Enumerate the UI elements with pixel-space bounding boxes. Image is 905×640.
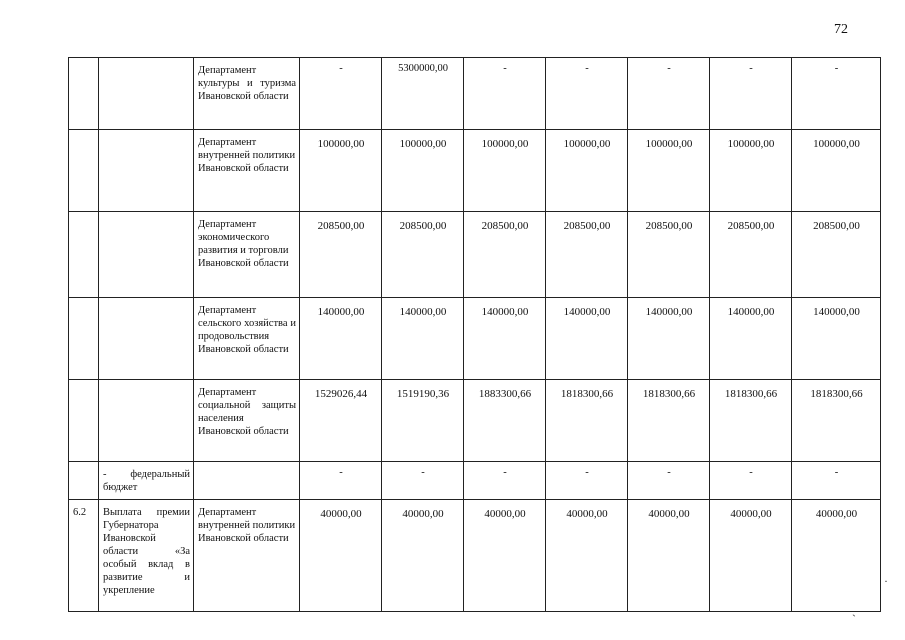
value-cell: - — [300, 462, 382, 500]
value-cell: 140000,00 — [300, 298, 382, 380]
table-row — [69, 462, 881, 500]
row-number-cell — [69, 130, 99, 212]
value-cell: 140000,00 — [546, 298, 628, 380]
value-cell: 140000,00 — [792, 298, 881, 380]
value-cell: - — [464, 58, 546, 130]
value-cell: - — [382, 462, 464, 500]
value-cell: 40000,00 — [792, 500, 881, 612]
value-cell: 1519190,36 — [382, 380, 464, 462]
value-cell: 40000,00 — [710, 500, 792, 612]
value-cell: 208500,00 — [464, 212, 546, 298]
value-cell: - — [546, 462, 628, 500]
value-cell: 1818300,66 — [792, 380, 881, 462]
value-cell: - — [628, 462, 710, 500]
value-cell: - — [546, 58, 628, 130]
row-number-cell: 6.2 — [69, 500, 99, 612]
row-number-cell — [69, 298, 99, 380]
executor-cell: Департамент сельского хозяйства и продовольствия Ивановской области — [194, 298, 300, 380]
executor-cell: Департамент внутренней политики Ивановской области — [194, 130, 300, 212]
value-cell: 100000,00 — [464, 130, 546, 212]
value-cell: 140000,00 — [710, 298, 792, 380]
value-cell: - — [792, 58, 881, 130]
value-cell: 40000,00 — [546, 500, 628, 612]
budget-table — [68, 57, 881, 612]
value-cell: 100000,00 — [300, 130, 382, 212]
executor-cell: Департамент внутренней политики Ивановской области — [194, 500, 300, 612]
measure-name-cell: Выплата премии Губернатора Ивановской области «За особый вклад в развитие и укрепление — [99, 500, 194, 612]
value-cell: 208500,00 — [546, 212, 628, 298]
value-cell: 1883300,66 — [464, 380, 546, 462]
table-row — [69, 212, 881, 298]
value-cell: 208500,00 — [300, 212, 382, 298]
value-cell: 100000,00 — [382, 130, 464, 212]
value-cell: 140000,00 — [628, 298, 710, 380]
table-row — [69, 380, 881, 462]
row-number-cell — [69, 380, 99, 462]
value-cell: 40000,00 — [628, 500, 710, 612]
measure-name-cell — [99, 298, 194, 380]
table-row — [69, 298, 881, 380]
page-number: 72 — [834, 22, 848, 37]
value-cell: 1818300,66 — [710, 380, 792, 462]
value-cell: 140000,00 — [382, 298, 464, 380]
row-number-cell — [69, 462, 99, 500]
value-cell: 208500,00 — [792, 212, 881, 298]
measure-name-cell — [99, 130, 194, 212]
value-cell: 208500,00 — [710, 212, 792, 298]
value-cell: 1818300,66 — [628, 380, 710, 462]
table-row — [69, 58, 881, 130]
value-cell: 1529026,44 — [300, 380, 382, 462]
table-row — [69, 500, 881, 612]
value-cell: - — [710, 58, 792, 130]
value-cell: 100000,00 — [546, 130, 628, 212]
value-cell: 5300000,00 — [382, 58, 464, 130]
measure-name-cell — [99, 58, 194, 130]
value-cell: 140000,00 — [464, 298, 546, 380]
scan-speck: · — [884, 574, 888, 588]
value-cell: - — [300, 58, 382, 130]
table-row — [69, 130, 881, 212]
value-cell: 1818300,66 — [546, 380, 628, 462]
executor-cell: Департамент социальной защиты населения Ивановской области — [194, 380, 300, 462]
value-cell: - — [464, 462, 546, 500]
value-cell: 208500,00 — [382, 212, 464, 298]
value-cell: - — [710, 462, 792, 500]
measure-name-cell: - федеральный бюджет — [99, 462, 194, 500]
value-cell: - — [792, 462, 881, 500]
executor-cell: Департамент экономического развития и торговли Ивановской области — [194, 212, 300, 298]
row-number-cell — [69, 58, 99, 130]
scan-speck: ˋ — [852, 612, 856, 626]
value-cell: 40000,00 — [464, 500, 546, 612]
executor-cell: Департамент культуры и туризма Ивановской области — [194, 58, 300, 130]
value-cell: 40000,00 — [300, 500, 382, 612]
value-cell: 40000,00 — [382, 500, 464, 612]
measure-name-cell — [99, 380, 194, 462]
row-number-cell — [69, 212, 99, 298]
value-cell: 100000,00 — [628, 130, 710, 212]
value-cell: - — [628, 58, 710, 130]
value-cell: 100000,00 — [792, 130, 881, 212]
measure-name-cell — [99, 212, 194, 298]
value-cell: 208500,00 — [628, 212, 710, 298]
executor-cell — [194, 462, 300, 500]
value-cell: 100000,00 — [710, 130, 792, 212]
